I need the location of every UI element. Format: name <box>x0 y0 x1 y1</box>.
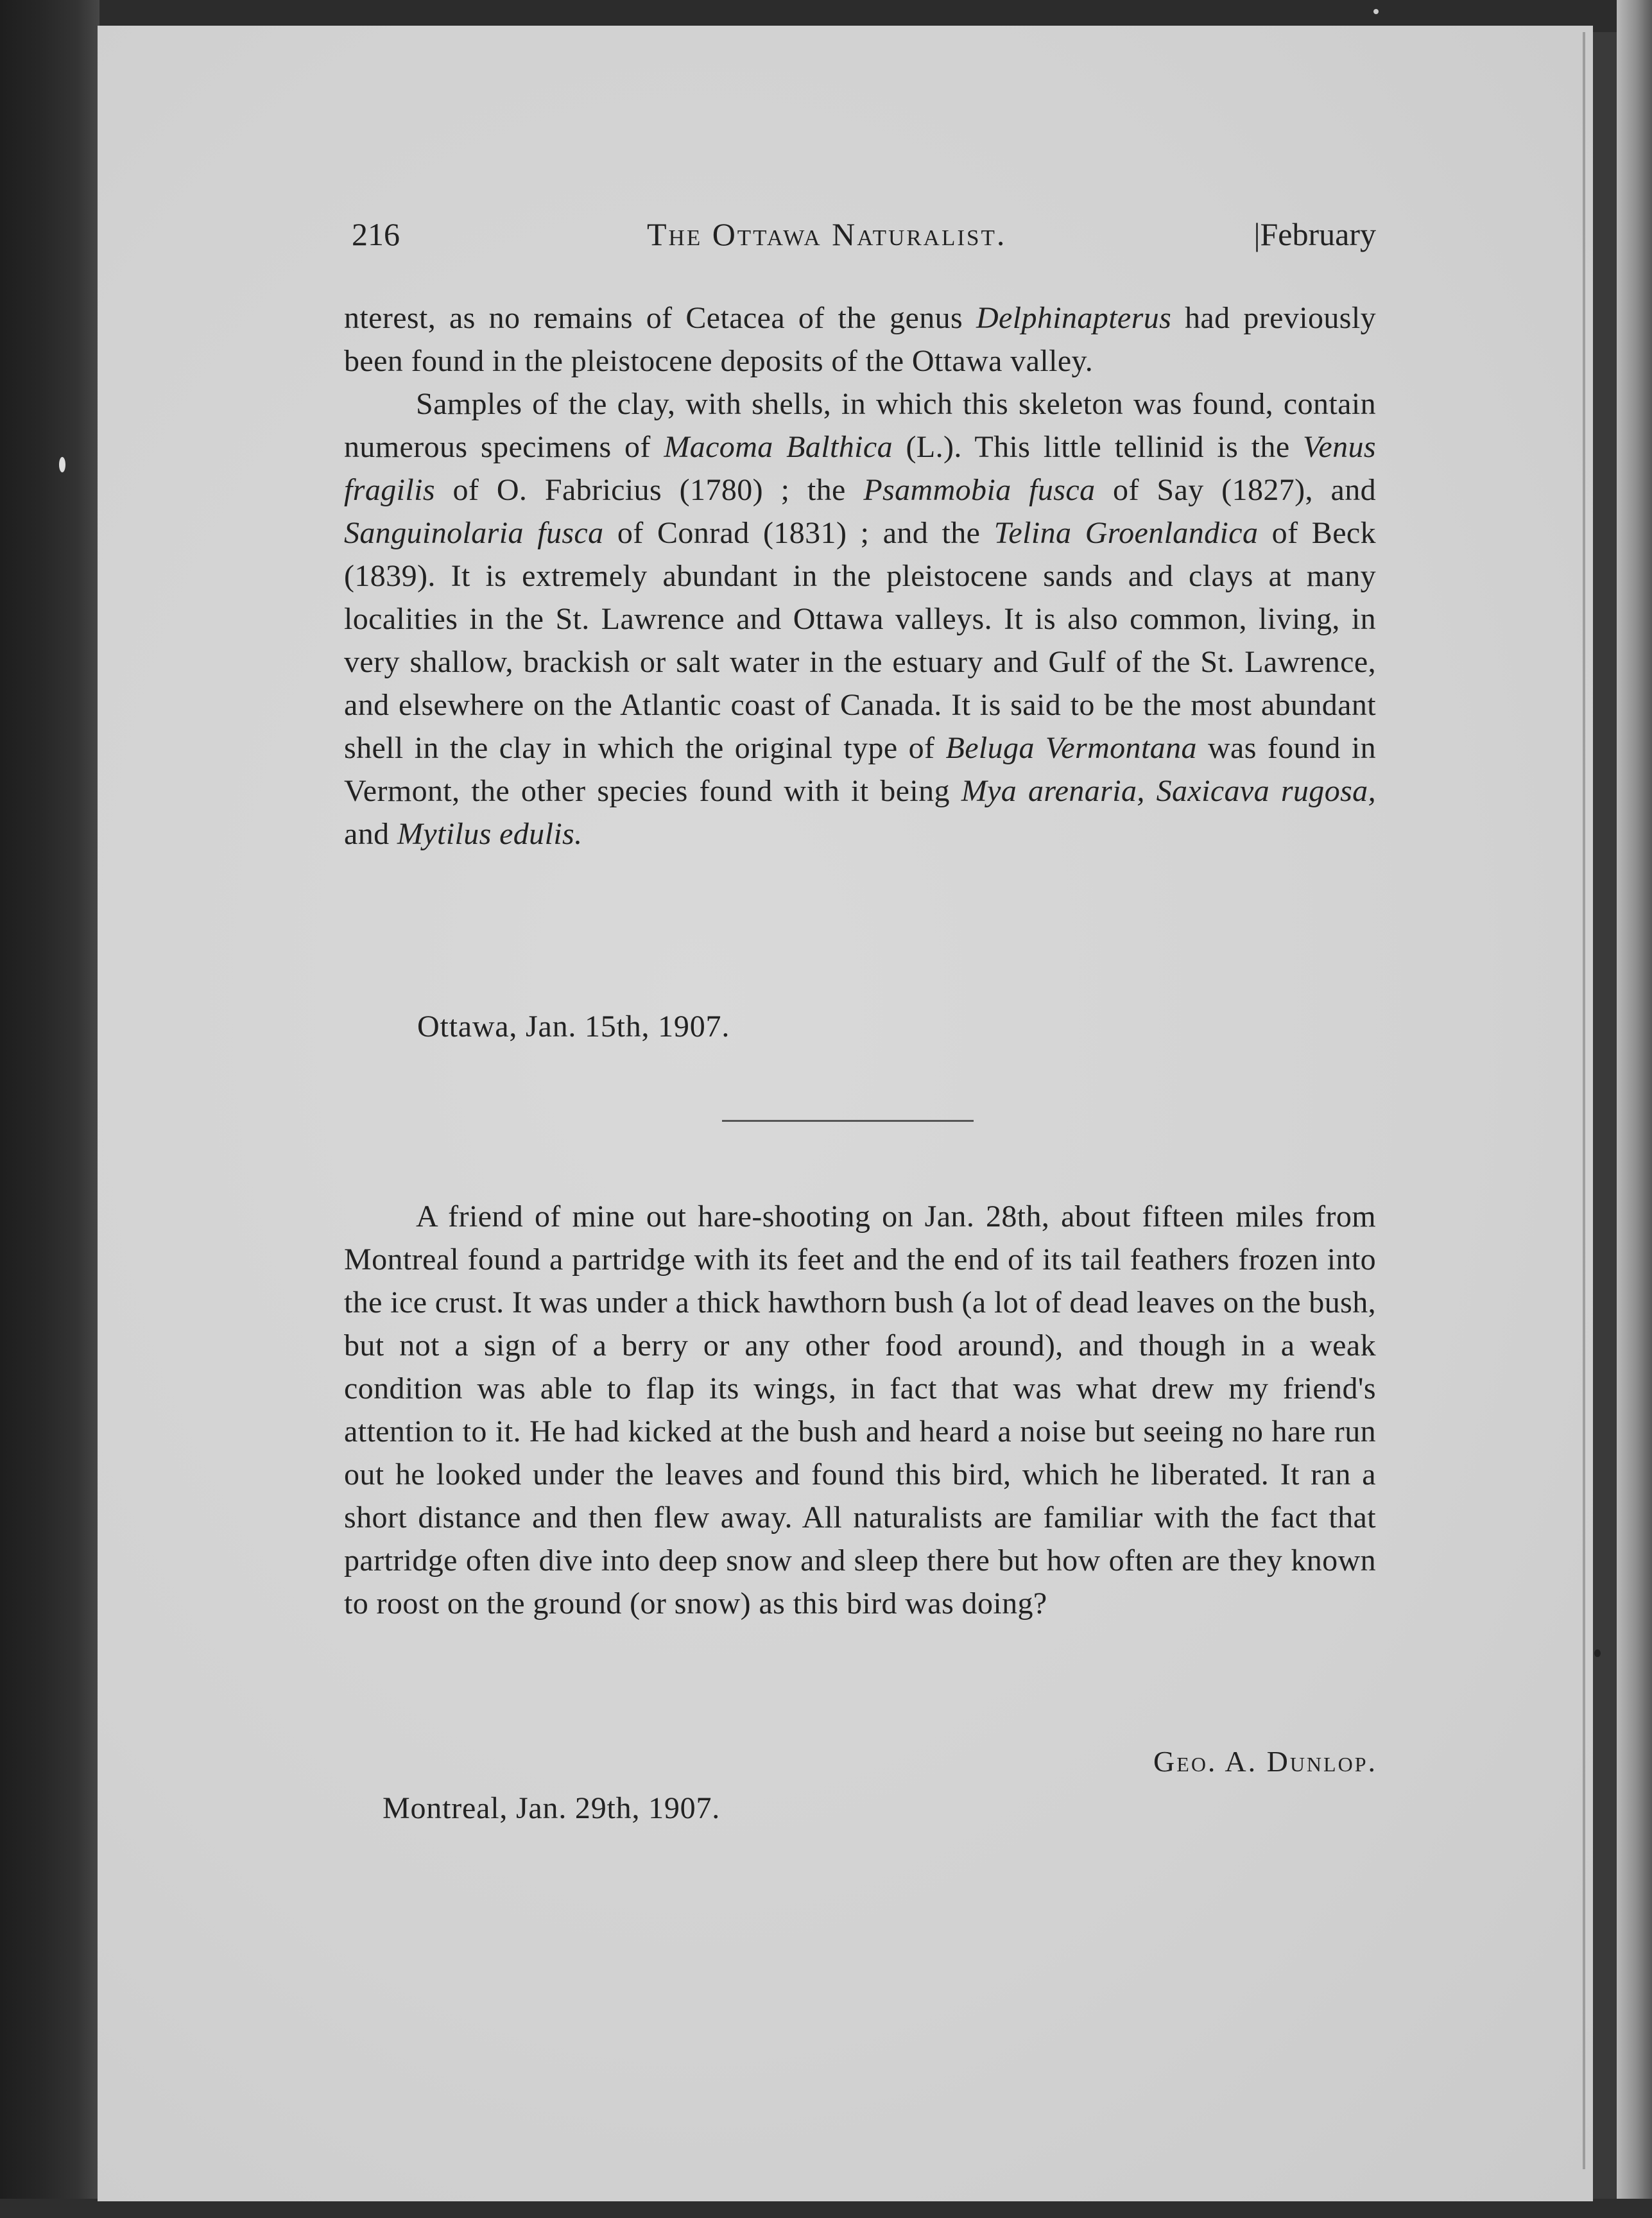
body-text: nterest, as no remains of Cetacea of the genus <box>344 301 976 335</box>
running-head <box>352 216 1376 267</box>
page-fold-line <box>1583 32 1585 2169</box>
body-text: was found in Vermont, the other species found with it being <box>344 731 1377 808</box>
species-name: Beluga Vermontana <box>945 731 1197 765</box>
species-name: Delphinapterus <box>976 301 1172 335</box>
species-name: Sanguinolaria fusca <box>344 516 604 550</box>
species-name: Telina Groenlandica <box>994 516 1259 550</box>
article-two-paragraph-1 <box>344 1195 1376 1625</box>
body-text: Samples of the clay, with shells, in which this skeleton was found, contain numerous specimens of <box>344 387 1376 464</box>
film-speck <box>1594 1649 1601 1657</box>
article-two-body <box>344 1195 1376 1625</box>
body-text: of Say (1827), and <box>1095 473 1377 507</box>
body-text: (L.). This little tellinid is the <box>893 430 1304 464</box>
journal-title: The Ottawa Naturalist. <box>647 216 1007 252</box>
section-divider <box>722 1120 974 1122</box>
body-text: of O. Fabricius (1780) ; the <box>435 473 864 507</box>
film-border-bottom <box>0 2199 1652 2218</box>
body-text: of Conrad (1831) ; and the <box>603 516 994 550</box>
body-text: had previously been found in the pleistocene deposits of the Ottawa valley. <box>344 301 1376 378</box>
article-one-body <box>344 297 1376 855</box>
species-name: Psammobia fusca <box>863 473 1096 507</box>
article-two-dateline: Montreal, Jan. 29th, 1907. <box>383 1791 721 1825</box>
species-name: Macoma Balthica <box>664 430 893 464</box>
film-border-left <box>0 0 99 2218</box>
author-signature: Geo. A. Dunlop. <box>1153 1745 1377 1778</box>
body-text: and <box>344 817 397 851</box>
film-speck <box>59 457 65 472</box>
article-one-dateline: Ottawa, Jan. 15th, 1907. <box>417 1010 730 1044</box>
film-speck <box>1373 9 1379 14</box>
film-border-right <box>1617 0 1652 2218</box>
body-text: A friend of mine out hare-shooting on Jan. 28th, about fifteen miles from Montreal found a partridge with its feet and the end of its tail feathers frozen into the ice crust. It was under a thick hawthorn bush (a lot of dead leaves on the bush, but not a sign of a berry or any other food around), and though in a weak condition was able to flap its wings, in fact that was what drew my friend's attention to it. He had kicked at the bush and heard a noise but seeing no hare run out he looked under the leaves and found this bird, which he liberated. It ran a short distance and then flew away. All naturalists are familiar with the fact that partridge often dive into deep snow and sleep there but how often are they known to roost on the ground (or snow) as this bird was doing? <box>344 1199 1376 1621</box>
article-one-paragraph-1 <box>344 297 1376 383</box>
running-head-month: |February <box>1253 216 1376 252</box>
page-number: 216 <box>352 216 400 252</box>
species-name: Venus fragilis <box>344 430 1376 507</box>
body-text: of Beck (1839). It is extremely abundant in the pleistocene sands and clays at many localities in the St. Lawrence and Ottawa valleys. It is also common, living, in very shallow, brackish or salt water in the estuary and Gulf of the St. Lawrence, and elsewhere on the Atlantic coast of Canada. It is said to be the most abundant shell in the clay in which the original type of <box>344 516 1377 765</box>
article-one-paragraph-2 <box>344 383 1376 855</box>
species-name: Mya arenaria, Saxicava rugosa, <box>961 774 1376 808</box>
species-name: Mytilus edulis. <box>397 817 583 851</box>
